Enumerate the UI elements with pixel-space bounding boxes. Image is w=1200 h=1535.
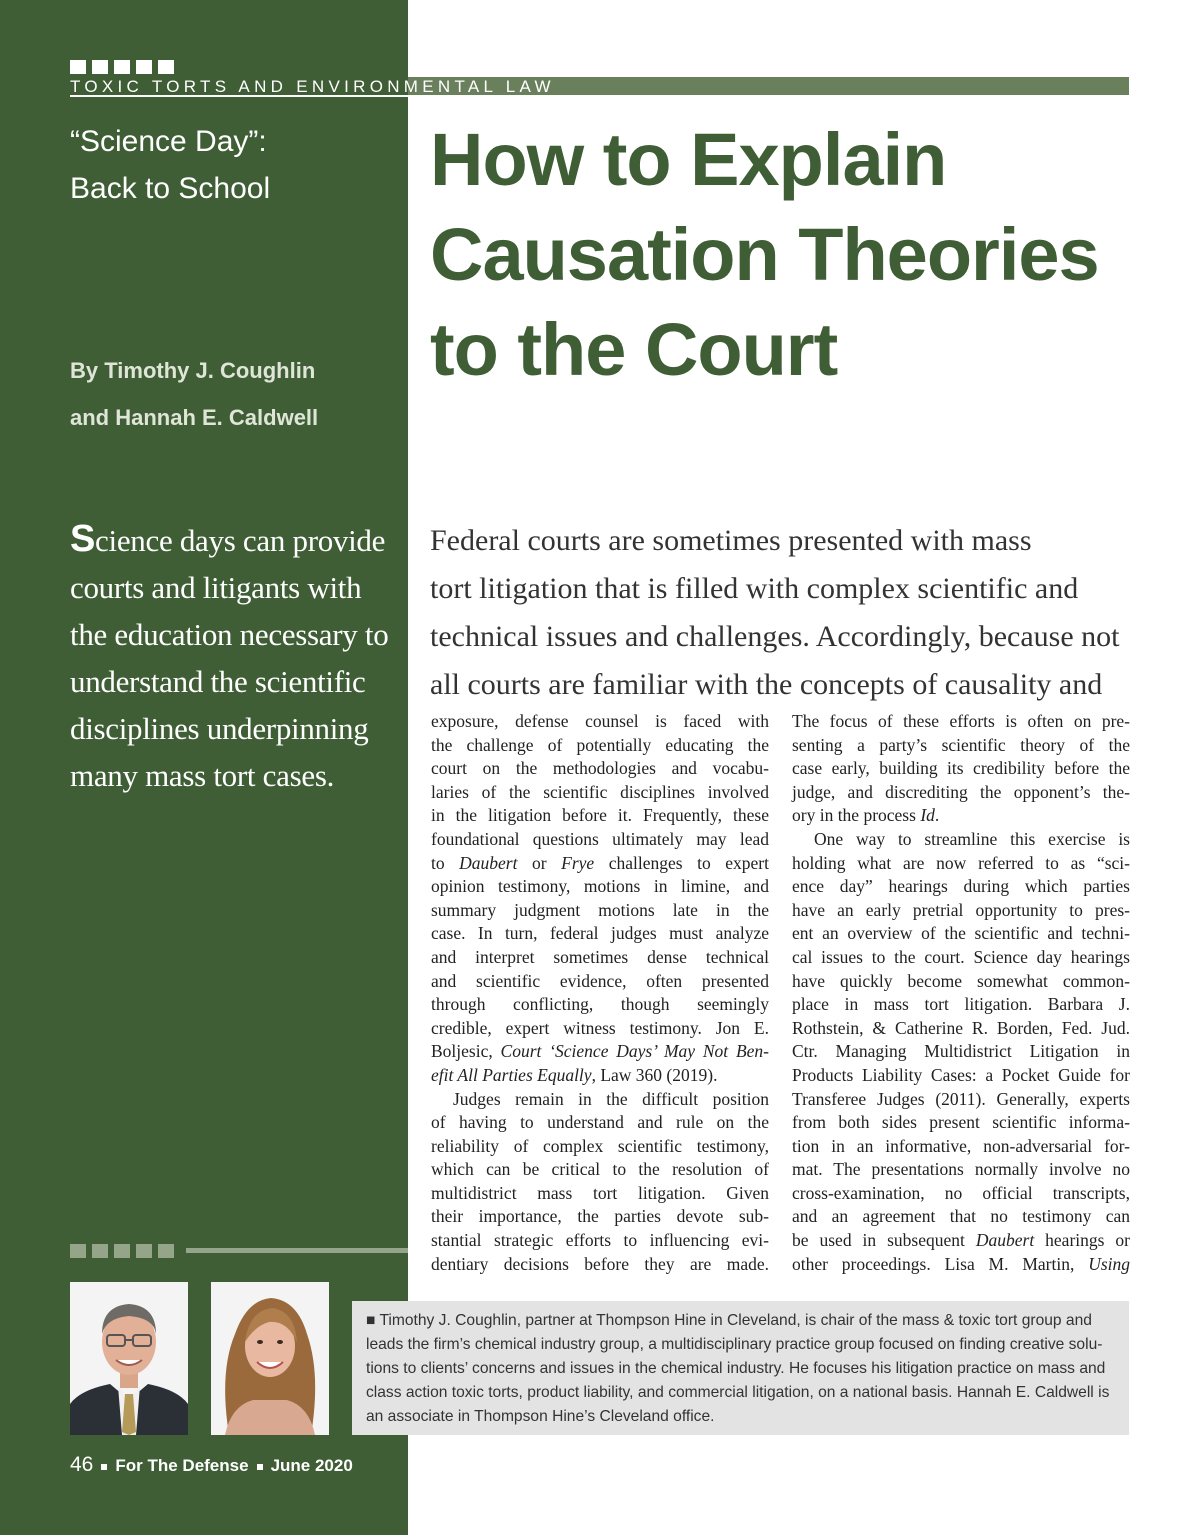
page-number: 46 [70, 1453, 94, 1476]
cited-title: Using [1088, 1253, 1130, 1274]
case-name-daubert: Daubert [975, 1230, 1035, 1251]
lede-line: Federal courts are sometimes presented with mass [430, 524, 1032, 557]
title-line: to the Court [430, 308, 838, 391]
body-line: and interpret sometimes dense technical [431, 946, 769, 967]
body-line: holding what are now referred to as “sci- [792, 852, 1130, 873]
decorative-rule-lower [186, 1248, 408, 1253]
author-photo-caldwell [211, 1282, 329, 1435]
byline-line: By Timothy J. Coughlin [70, 358, 316, 383]
body-line: Products Liability Cases: a Pocket Guide for [792, 1064, 1130, 1085]
body-line: of having to understand and rule on the [431, 1112, 769, 1133]
body-line: case. In turn, federal judges must analyze [431, 923, 769, 944]
case-name-daubert: Daubert [459, 852, 518, 873]
lede-line: all courts are familiar with the concepts of causality and [430, 668, 1103, 701]
body-line: and scientific evidence, often presented [431, 970, 769, 991]
body-line: to Daubert or Frye challenges to expert [431, 852, 769, 873]
body-line: mat. The presentations normally involve no [792, 1159, 1130, 1180]
body-line: Rothstein, & Catherine R. Borden, Fed. Jud. [792, 1017, 1130, 1038]
kicker-line: “Science Day”: [70, 125, 267, 158]
body-line: place in mass tort litigation. Barbara J. [792, 994, 1130, 1015]
bio-line: tions to clients’ concerns and issues in the chemical industry. He focuses his litigation practice on mass and [366, 1360, 1106, 1377]
body-line: case early, building its credibility before the [792, 758, 1130, 779]
article-kicker [70, 118, 270, 212]
author-photo-coughlin [70, 1282, 188, 1435]
body-line: have quickly become somewhat common- [792, 970, 1130, 991]
body-line: the challenge of potentially educating the [431, 734, 769, 755]
body-line: opinion testimony, motions in limine, and [431, 876, 769, 897]
body-line: from both sides present scientific informa- [792, 1112, 1130, 1133]
body-line: One way to streamline this exercise is [814, 828, 1130, 849]
body-line: reliability of complex scientific testimony, [431, 1135, 769, 1156]
body-line: ence day” hearings during which parties [792, 876, 1130, 897]
body-line: Judges remain in the difficult position [453, 1088, 769, 1109]
pull-quote-line: disciplines underpinning [70, 711, 369, 746]
body-line: laries of the scientific disciplines involved [431, 781, 769, 802]
body-line: multidistrict mass tort litigation. Given [431, 1182, 769, 1203]
pull-quote [70, 516, 390, 799]
byline [70, 347, 318, 441]
body-line: cal issues to the court. Science day hearings [792, 946, 1130, 967]
kicker-line: Back to School [70, 172, 271, 205]
lede-line: tort litigation that is filled with complex scientific and [430, 572, 1079, 605]
body-line: stantial strategic efforts to influencing evi- [431, 1230, 769, 1251]
body-line: exposure, defense counsel is faced with [431, 711, 769, 731]
body-line: ory in the process Id. [792, 805, 940, 826]
body-line: efit All Parties Equally, Law 360 (2019). [431, 1064, 718, 1085]
section-label: TOXIC TORTS AND ENVIRONMENTAL LAW [70, 77, 555, 96]
pull-quote-line: many mass tort cases. [70, 758, 335, 793]
author-portrait-woman [211, 1282, 329, 1435]
body-line: The focus of these efforts is often on pre- [792, 711, 1130, 731]
body-line: cross-examination, no official transcripts, [792, 1182, 1130, 1203]
pull-quote-line: courts and litigants with [70, 570, 362, 605]
body-line: senting a party’s scientific theory of the [792, 734, 1130, 755]
body-line: Boljesic, Court ‘Science Days’ May Not Ben- [431, 1041, 769, 1062]
body-line: and an agreement that no testimony can [792, 1206, 1130, 1227]
article-title [430, 112, 1170, 397]
pull-quote-line: the education necessary to [70, 617, 389, 652]
body-line: summary judgment motions late in the [431, 899, 769, 920]
body-line: have an early pretrial opportunity to pres- [792, 899, 1130, 920]
bullet-separator [101, 1464, 107, 1470]
title-line: How to Explain [430, 118, 947, 201]
bio-line: leads the firm’s chemical industry group, a multidisciplinary practice group focused on finding creative solu- [366, 1336, 1103, 1353]
body-line: in the litigation before it. Frequently, these [431, 805, 769, 826]
drop-cap: S [70, 518, 96, 560]
body-line: which can be critical to the resolution of [431, 1159, 769, 1180]
bio-line: ■ Timothy J. Coughlin, partner at Thompson Hine in Cleveland, is chair of the mass & toxic tort group and [366, 1312, 1092, 1329]
body-line: foundational questions ultimately may lead [431, 828, 769, 849]
lede-paragraph [430, 517, 1130, 709]
body-line: judge, and discrediting the opponent’s the- [792, 781, 1130, 802]
body-line: Ctr. Managing Multidistrict Litigation in [792, 1041, 1130, 1062]
decorative-squares [70, 60, 174, 74]
body-line: other proceedings. Lisa M. Martin, Using [792, 1253, 1130, 1274]
decorative-squares-lower [70, 1244, 174, 1258]
body-line: be used in subsequent Daubert hearings or [792, 1230, 1130, 1251]
body-line: court on the methodologies and vocabu- [431, 758, 769, 779]
author-bio [366, 1309, 1118, 1429]
pull-quote-line: cience days can provide [95, 523, 386, 558]
body-line: dentiary decisions before they are made. [431, 1253, 769, 1274]
case-name-frye: Frye [561, 852, 595, 873]
body-column-right [792, 710, 1130, 1276]
bio-line: an associate in Thompson Hine’s Cleveland office. [366, 1408, 715, 1425]
cited-title: Court ‘Science Days’ May Not Ben- [500, 1041, 769, 1062]
bio-line: class action toxic torts, product liability, and commercial litigation, on a national basis. Hannah E. Caldwell is [366, 1384, 1110, 1401]
author-portrait-man [70, 1282, 188, 1435]
body-line: through conflicting, though seemingly [431, 994, 769, 1015]
bullet-separator [257, 1464, 263, 1470]
issue-date: June 2020 [270, 1456, 353, 1475]
lede-line: technical issues and challenges. Accordingly, because not [430, 620, 1120, 653]
title-line: Causation Theories [430, 213, 1099, 296]
pull-quote-line: understand the scientific [70, 664, 366, 699]
byline-line: and Hannah E. Caldwell [70, 405, 319, 430]
body-line: Transferee Judges (2011). Generally, experts [792, 1088, 1130, 1109]
citation-id: Id [920, 805, 935, 826]
body-line: their importance, the parties devote sub- [431, 1206, 769, 1227]
body-column-left [431, 710, 769, 1276]
page-footer [70, 1453, 353, 1478]
cited-title: efit All Parties Equally [431, 1064, 592, 1085]
body-line: ent an overview of the scientific and techni- [792, 923, 1130, 944]
body-line: credible, expert witness testimony. Jon E. [431, 1017, 769, 1038]
publication-name: For The Defense [115, 1456, 249, 1475]
body-line: tion in an informative, non-adversarial for- [792, 1135, 1130, 1156]
